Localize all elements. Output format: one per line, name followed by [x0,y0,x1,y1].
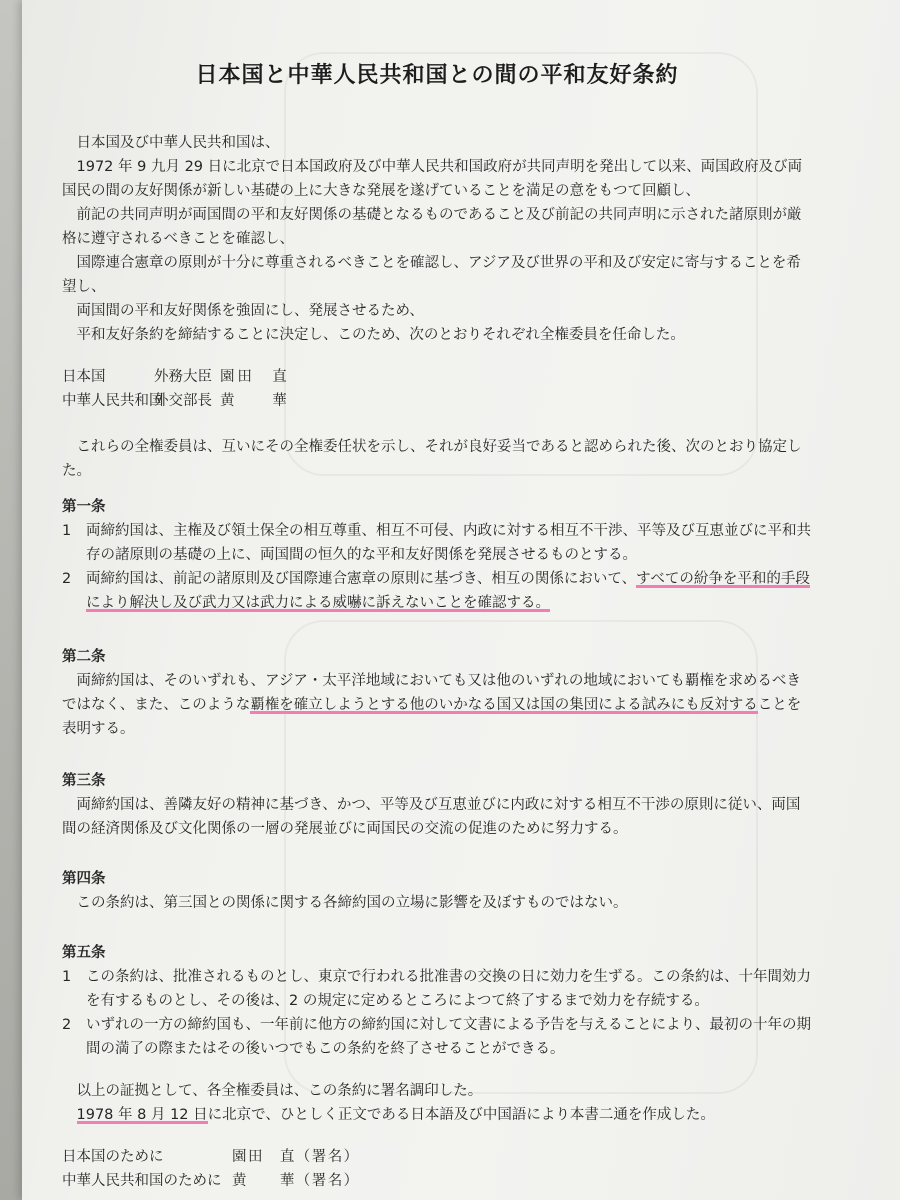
preamble-line: 1972 年 9 九月 29 日に北京で日本国政府及び中華人民共和国政府が共同声明を発出して以来、両国政府及び両国民の間の友好関係が新しい基礎の上に大きな発展を遂げていることを満足の意をもつて回顧し、 [62,159,803,199]
article-heading: 第四条 [62,871,106,887]
highlighted-text: すべての紛争を平和的手段により解決し及び武力又は武力による威嚇に訴えないことを確認する。 [86,571,810,611]
document-title: 日本国と中華人民共和国との間の平和友好条約 [195,63,679,88]
article-heading: 第一条 [62,499,106,515]
article-3 [62,769,812,841]
representative-row [62,389,812,413]
representatives-list [62,365,812,413]
treaty-text [62,58,812,1193]
agreement-statement: これらの全権委員は、互いにその全権委任状を示し、それが良好妥当であると認められた後、次のとおり協定した。 [62,439,802,479]
article-item [62,567,812,615]
rep-country: 日本国 [62,369,106,385]
article-1 [62,495,812,615]
item-text: 両締約国は、主権及び領土保全の相互尊重、相互不可侵、内政に対する相互不干渉、平等及び互恵並びに平和共存の諸原則の基礎の上に、両国間の恒久的な平和友好関係を発展させるものとする。 [86,523,811,563]
rep-name: 黄 華 [220,393,290,409]
preamble-line: 国際連合憲章の原則が十分に尊重されるべきことを確認し、アジア及び世界の平和及び安定に寄与することを希望し、 [62,255,801,295]
signatory-name: 園田 直（署名） [232,1149,360,1165]
item-number: 1 [62,969,72,985]
signature-row [62,1169,812,1193]
article-text-plain: 両締約国は、そのいずれも、アジア・太平洋地域においても又は他のいずれの地域においても覇権を求めるべきではなく、また、このような [62,673,801,713]
article-text: 両締約国は、善隣友好の精神に基づき、かつ、平等及び互恵並びに内政に対する相互不干渉の原則に従い、両国間の経済関係及び文化関係の一層の発展並びに両国民の交流の促進のために努力する。 [62,797,801,837]
witness-clause: 以上の証拠として、各全権委員は、この条約に署名調印した。 [76,1083,483,1099]
signature-row [62,1145,812,1169]
article-item [62,519,812,567]
rep-name: 園田 直 [220,369,290,385]
article-heading: 第三条 [62,773,106,789]
article-text-plain: ことを表明する。 [62,697,802,737]
article-heading: 第二条 [62,649,106,665]
done-clause [62,1103,812,1127]
item-number: 1 [62,523,72,539]
preamble [62,131,812,347]
highlighted-text: 覇権を確立しようとする他のいかなる国又は国の集団による試みにも反対する [250,697,758,713]
representative-row [62,365,812,389]
item-text-plain: 両締約国は、前記の諸原則及び国際連合憲章の原則に基づき、相互の関係において、 [86,571,637,587]
item-number: 2 [62,571,72,587]
item-text: この条約は、批准されるものとし、東京で行われる批准書の交換の日に効力を生ずる。この条約は、十年間効力を有するものとし、その後は、2 の規定に定めるところによつて終了するまで効力を存続する。 [86,969,811,1009]
item-number: 2 [62,1017,72,1033]
rep-country: 中華人民共和国 [62,393,164,409]
article-item [62,965,812,1013]
article-text: この条約は、第三国との関係に関する各締約国の立場に影響を及ぼすものではない。 [76,895,628,911]
article-text [62,669,812,741]
signatory-party: 中華人民共和国のために [62,1173,222,1189]
signatory-name: 黄 華（署名） [232,1173,360,1189]
rep-title: 外交部長 [154,393,212,409]
preamble-line: 両国間の平和友好関係を強固にし、発展させるため、 [76,303,424,319]
highlighted-date: 1978 年 8 月 12 日 [76,1107,208,1123]
preamble-line: 日本国及び中華人民共和国は、 [76,135,280,151]
preamble-line: 平和友好条約を締結することに決定し、このため、次のとおりそれぞれ全権委員を任命した。 [76,327,685,343]
signature-block [62,1145,812,1193]
article-heading: 第五条 [62,945,106,961]
article-item [62,1013,812,1061]
item-text [86,567,812,615]
preamble-line: 前記の共同声明が両国間の平和友好関係の基礎となるものであること及び前記の共同声明に示された諸原則が厳格に遵守されるべきことを確認し、 [62,207,802,247]
rep-title: 外務大臣 [154,369,212,385]
signatory-party: 日本国のために [62,1149,164,1165]
article-4 [62,867,812,915]
article-2 [62,645,812,741]
article-5 [62,941,812,1061]
item-text: いずれの一方の締約国も、一年前に他方の締約国に対して文書による予告を与えることにより、最初の十年の期間の満了の際またはその後いつでもこの条約を終了させることができる。 [86,1017,811,1057]
done-clause-rest: に北京で、ひとしく正文である日本語及び中国語により本書二通を作成した。 [207,1107,715,1123]
